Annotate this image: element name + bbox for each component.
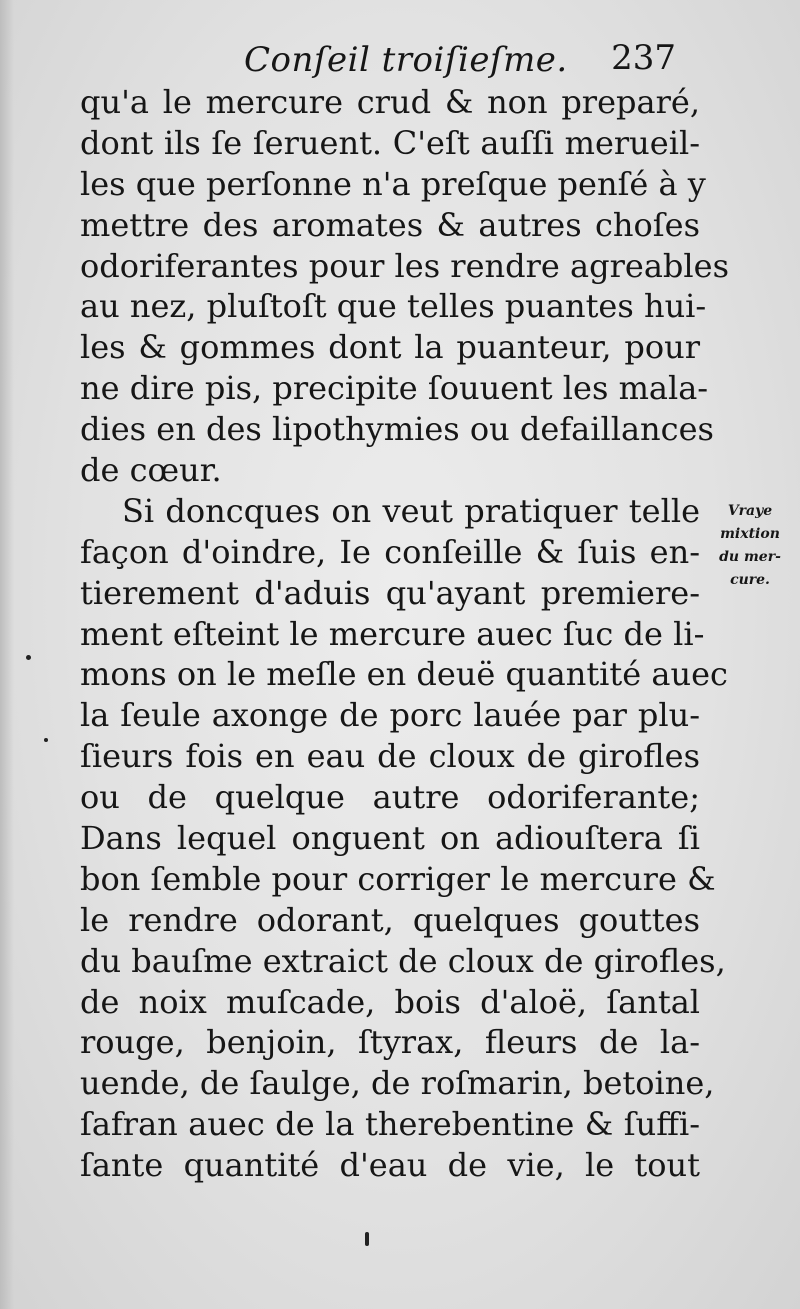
margin-note-line: Vraye: [727, 503, 773, 519]
paragraph-first-line: Si doncques on veut pratiquer telle: [122, 491, 700, 530]
text-line: de cœur.: [80, 451, 222, 490]
text-line: tierement d'aduis qu'ayant premiere-: [80, 573, 700, 612]
margin-note-line: du mer-: [719, 549, 781, 565]
text-line: dont ils ſe ſeruent. C'eſt auſſi merueil-: [80, 123, 700, 162]
margin-note-line: cure.: [730, 572, 770, 588]
text-line: mons on le meſle en deuë quantité auec: [80, 655, 728, 694]
text-line: de noix muſcade, bois d'aloë, ſantal: [80, 982, 700, 1021]
ink-speck: [365, 1232, 369, 1246]
margin-note: [707, 500, 793, 592]
text-line: du bauſme extraict de cloux de girofles,: [80, 941, 726, 980]
text-line: ne dire pis, precipite ſouuent les mala-: [80, 369, 709, 408]
ink-speck: [26, 655, 31, 660]
text-line: les que perſonne n'a preſque penſé à y: [80, 164, 706, 203]
body-text: [80, 82, 729, 1186]
text-line: qu'a le mercure crud & non preparé,: [80, 83, 700, 121]
text-line: la ſeule axonge de porc lauée par plu-: [80, 696, 700, 735]
text-line: rouge, benjoin, ſtyrax, fleurs de la-: [80, 1023, 700, 1062]
text-line: ment eſteint le mercure auec ſuc de li-: [80, 614, 705, 653]
margin-note-line: mixtion: [720, 526, 780, 542]
text-line: bon ſemble pour corriger le mercure &: [80, 859, 716, 898]
text-line: ſante quantité d'eau de vie, le tout: [80, 1146, 700, 1185]
text-line: au nez, pluſtoſt que telles puantes hui-: [80, 287, 707, 326]
running-head: Conſeil troiſieſme.: [244, 40, 568, 80]
text-line: ou de quelque autre odoriferante;: [80, 778, 700, 817]
text-line: le rendre odorant, quelques gouttes: [80, 900, 700, 939]
text-line: mettre des aromates & autres choſes: [80, 205, 700, 244]
text-line: odoriferantes pour les rendre agreables: [80, 246, 729, 285]
text-line: façon d'oindre, Ie conſeille & ſuis en-: [80, 532, 700, 571]
text-line: ſafran auec de la therebentine & ſuffi-: [80, 1105, 700, 1144]
text-line: Dans lequel onguent on adiouſtera ſi: [80, 819, 700, 858]
text-line: uende, de ſaulge, de roſmarin, betoine,: [80, 1064, 715, 1103]
ink-speck: [44, 738, 48, 742]
page-header: [84, 36, 684, 86]
text-line: ſieurs fois en eau de cloux de girofles: [80, 737, 700, 776]
page-number: 237: [611, 38, 676, 78]
page-edge-shadow: [0, 0, 14, 1309]
text-line: dies en des lipothymies ou defaillances: [80, 410, 714, 449]
text-line: les & gommes dont la puanteur, pour: [80, 328, 700, 367]
